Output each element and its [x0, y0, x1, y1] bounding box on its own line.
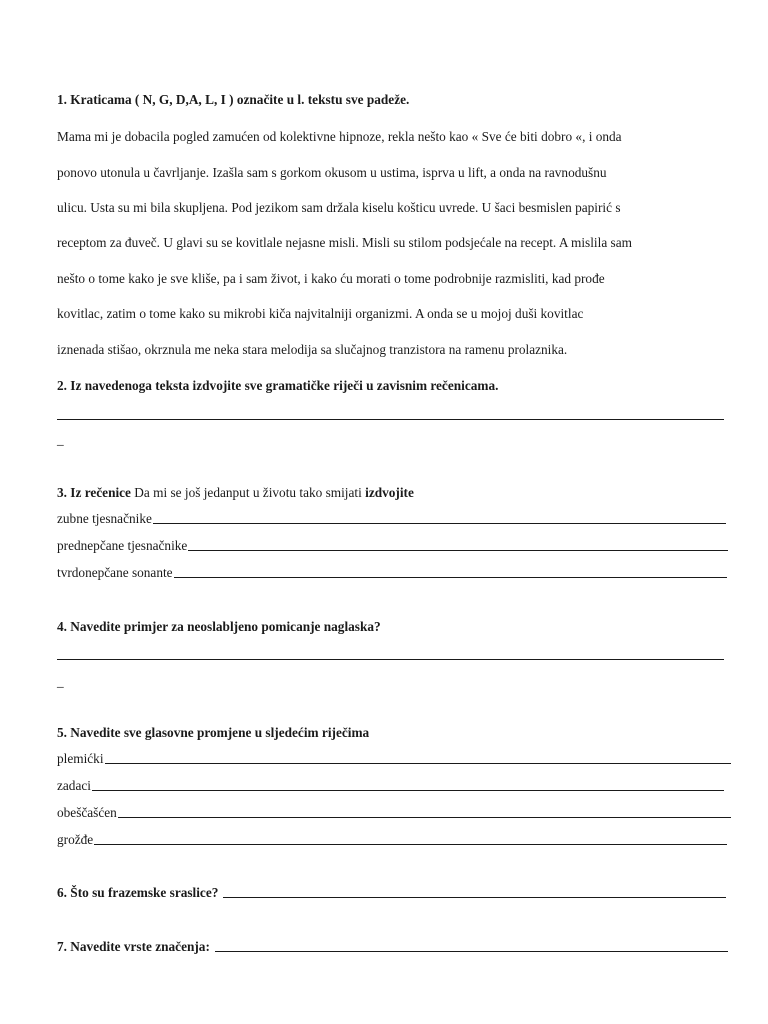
question-6-title: 6. Što su frazemske sraslice?	[57, 885, 219, 900]
question-7[interactable]	[57, 939, 728, 955]
question-6[interactable]	[57, 885, 726, 901]
field-label: tvrdonepčane sonante	[57, 565, 173, 580]
answer-line[interactable]	[215, 939, 728, 952]
field-label: plemićki	[57, 751, 104, 766]
question-3-title	[57, 485, 414, 501]
question-3-instruction: izdvojite	[365, 485, 414, 500]
field-plemicki[interactable]	[57, 751, 731, 767]
question-7-title: 7. Navedite vrste značenja:	[57, 939, 210, 954]
question-1-title: 1. Kraticama ( N, G, D,A, L, I ) označite u l. tekstu sve padeže.	[57, 92, 410, 107]
answer-line[interactable]	[223, 885, 726, 898]
answer-line[interactable]	[118, 805, 731, 818]
text-line: kovitlac, zatim o tome kako su mikrobi kiča najvitalniji organizmi. A onda se u mojoj duši kovitlac	[57, 306, 584, 321]
question-3-sentence: Da mi se još jedanput u životu tako smijati	[134, 485, 362, 500]
answer-line[interactable]	[105, 751, 731, 764]
answer-continuation-dash: _	[57, 432, 64, 447]
field-tvrdonepcane-sonante[interactable]	[57, 565, 727, 581]
field-label: zadaci	[57, 778, 91, 793]
field-zubne-tjesnacnike[interactable]	[57, 511, 726, 527]
answer-line-q2[interactable]	[57, 419, 724, 420]
field-obescascen[interactable]	[57, 805, 731, 821]
answer-line[interactable]	[153, 511, 726, 524]
text-line: Mama mi je dobacila pogled zamućen od kolektivne hipnoze, rekla nešto kao « Sve će biti dobro «, i onda	[57, 129, 622, 144]
field-label: obeščašćen	[57, 805, 117, 820]
field-prednepcane-tjesnacnike[interactable]	[57, 538, 728, 554]
answer-continuation-dash: _	[57, 674, 64, 689]
text-line: receptom za đuveč. U glavi su se kovitlale nejasne misli. Misli su stilom podsjećale na recept. A mislila sam	[57, 235, 632, 250]
field-label: grožđe	[57, 832, 94, 847]
answer-line[interactable]	[174, 565, 727, 578]
text-line: nešto o tome kako je sve kliše, pa i sam život, i kako ću morati o tome podrobnije razmisliti, kad prođe	[57, 271, 605, 286]
question-3-label: 3. Iz rečenice	[57, 485, 131, 500]
field-label: zubne tjesnačnike	[57, 511, 152, 526]
field-zadaci[interactable]	[57, 778, 724, 794]
answer-line[interactable]	[92, 778, 724, 791]
field-label: prednepčane tjesnačnike	[57, 538, 188, 553]
text-line: iznenada stišao, okrznula me neka stara melodija sa slučajnog tranzistora na ramenu prolaznika.	[57, 342, 568, 357]
field-grozde[interactable]	[57, 832, 727, 848]
answer-line-q4[interactable]	[57, 659, 724, 660]
answer-line[interactable]	[188, 538, 728, 551]
question-2-title: 2. Iz navedenoga teksta izdvojite sve gramatičke riječi u zavisnim rečenicama.	[57, 378, 499, 393]
text-line: ponovo utonula u čavrljanje. Izašla sam s gorkom okusom u ustima, isprva u lift, a onda na ravnodušnu	[57, 165, 607, 180]
answer-line[interactable]	[94, 832, 727, 845]
question-5-title: 5. Navedite sve glasovne promjene u sljedećim riječima	[57, 725, 370, 740]
text-line: ulicu. Usta su mi bila skupljena. Pod jezikom sam držala kiselu košticu uvrede. U šaci besmislen papirić s	[57, 200, 621, 215]
question-4-title: 4. Navedite primjer za neoslabljeno pomicanje naglaska?	[57, 619, 381, 634]
